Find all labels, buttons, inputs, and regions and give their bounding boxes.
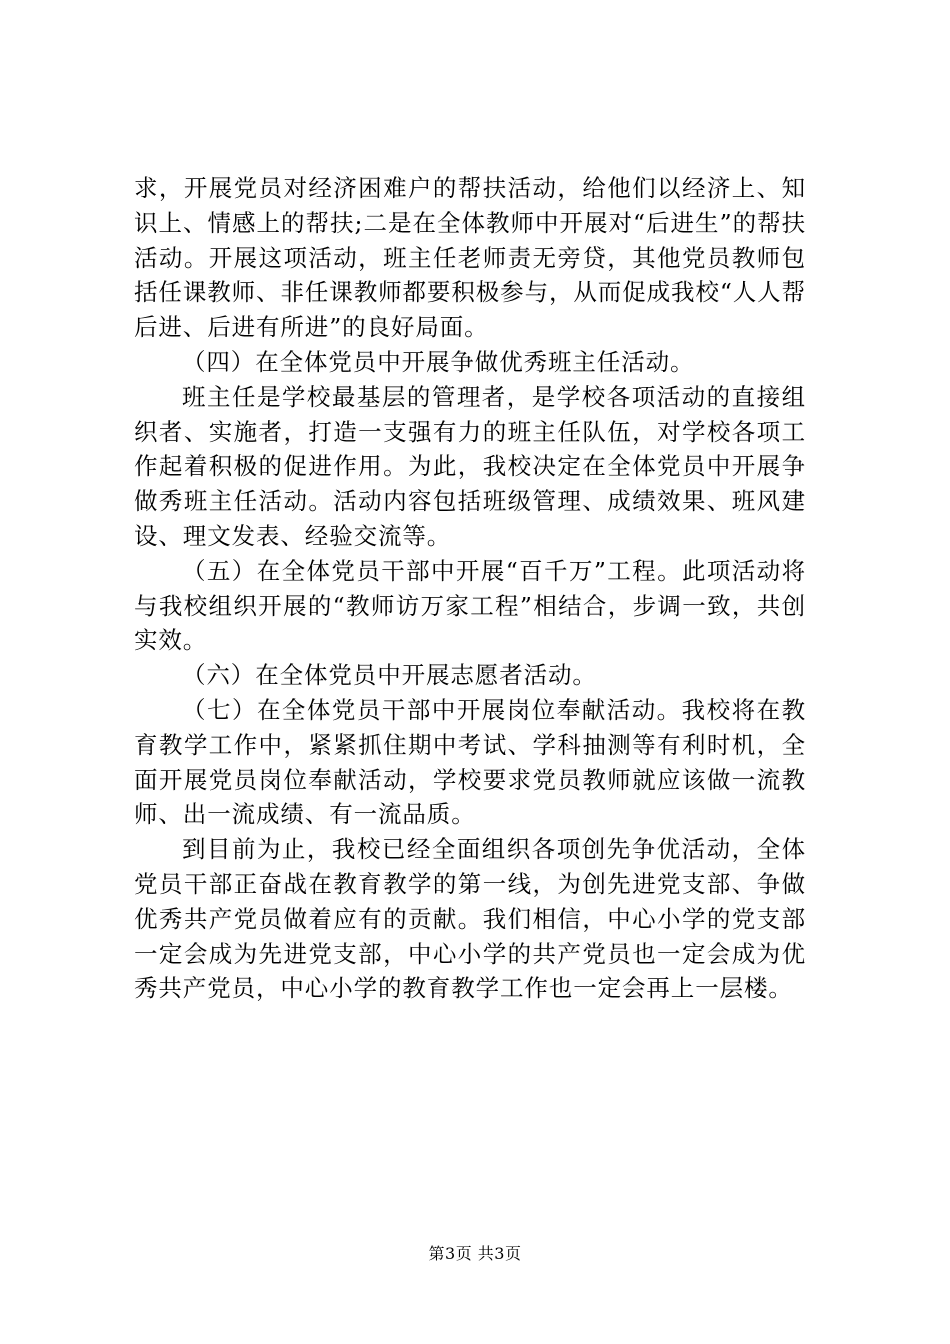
document-body xyxy=(134,171,806,1006)
paragraph-conclusion: 到目前为止，我校已经全面组织各项创先争优活动，全体党员干部正奋战在教育教学的第一线，为创先进党支部、争做优秀共产党员做着应有的贡献。我们相信，中心小学的党支部一定会成为先进党支部，中心小学的共产党员也一定会成为优秀共产党员，中心小学的教育教学工作也一定会再上一层楼。 xyxy=(134,835,806,1003)
section-heading-7: （七）在全体党员干部中开展岗位奉献活动。我校将在教育教学工作中，紧紧抓住期中考试、学科抽测等有利时机，全面开展党员岗位奉献活动，学校要求党员教师就应该做一流教师、出一流成绩、有一流品质。 xyxy=(134,695,806,829)
paragraph-class-teacher: 班主任是学校最基层的管理者，是学校各项活动的直接组织者、实施者，打造一支强有力的班主任队伍，对学校各项工作起着积极的促进作用。为此，我校决定在全体党员中开展争做秀班主任活动。活动内容包括班级管理、成绩效果、班风建设、理文发表、经验交流等。 xyxy=(134,382,806,550)
paragraph-continuation: 求，开展党员对经济困难户的帮扶活动，给他们以经济上、知识上、情感上的帮扶;二是在全体教师中开展对“后进生”的帮扶活动。开展这项活动，班主任老师责无旁贷，其他党员教师包括任课教师、非任课教师都要积极参与，从而促成我校“人人帮后进、后进有所进”的良好局面。 xyxy=(134,174,806,342)
section-heading-5: （五）在全体党员干部中开展“百千万”工程。此项活动将与我校组织开展的“教师访万家工程”相结合，步调一致，共创实效。 xyxy=(134,556,806,655)
section-heading-6: （六）在全体党员中开展志愿者活动。 xyxy=(182,661,597,690)
page-footer: 第3页 共3页 xyxy=(428,1244,522,1263)
section-heading-4: （四）在全体党员中开展争做优秀班主任活动。 xyxy=(182,347,695,376)
